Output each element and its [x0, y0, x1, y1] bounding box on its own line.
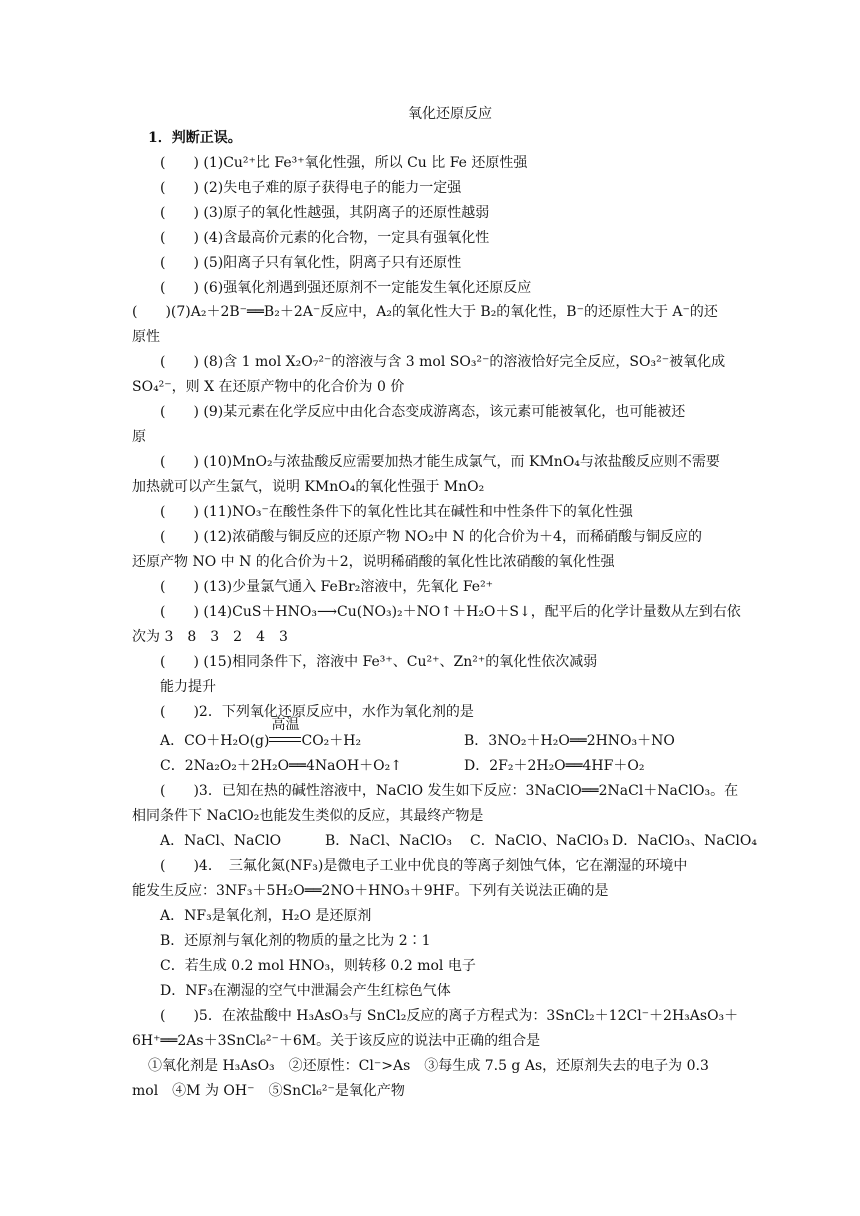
q1-item-15: ( ) (15)相同条件下，溶液中 Fe³⁺、Cu²⁺、Zn²⁺的氧化性依次减弱: [160, 654, 598, 670]
q2-stem: ( )2．下列氧化还原反应中，水作为氧化剂的是: [160, 704, 474, 720]
q2-option-a: [160, 717, 362, 751]
q3-stem-line2: 相同条件下 NaClO₂也能发生类似的反应，其最终产物是: [132, 808, 484, 824]
q4-stem-line2: 能发生反应：3NF₃＋5H₂O══2NO＋HNO₃＋9HF。下列有关说法正确的是: [132, 883, 609, 899]
q3-stem-line1: ( )3．已知在热的碱性溶液中，NaClO 发生如下反应：3NaClO══2NaCl＋NaClO₃。在: [160, 783, 739, 799]
q5-statements-line2: mol ④M 为 OH⁻ ⑤SnCl₆²⁻是氧化产物: [132, 1083, 405, 1099]
q1-item-11: ( ) (11)NO₃⁻在酸性条件下的氧化性比其在碱性和中性条件下的氧化性强: [160, 504, 633, 520]
q2-option-d: D．2F₂＋2H₂O══4HF＋O₂: [464, 758, 645, 774]
q1-item-1: ( ) (1)Cu²⁺比 Fe³⁺氧化性强，所以 Cu 比 Fe 还原性强: [160, 155, 528, 171]
q1-item-4: ( ) (4)含最高价元素的化合物，一定具有强氧化性: [160, 230, 490, 246]
q3-option-c: C．NaClO、NaClO₃: [470, 833, 609, 849]
q1-item-9: ( ) (9)某元素在化学反应中由化合态变成游离态，该元素可能被氧化，也可能被还: [160, 404, 686, 420]
q1-item-10-cont: 加热就可以产生氯气，说明 KMnO₄的氧化性强于 MnO₂: [132, 479, 485, 495]
question-1-heading: 1．判断正误。: [148, 130, 242, 146]
q1-item-8: ( ) (8)含 1 mol X₂O₇²⁻的溶液与含 3 mol SO₃²⁻的溶液恰好完全反应，SO₃²⁻被氧化成: [160, 354, 726, 370]
q4-option-b: B．还原剂与氧化剂的物质的量之比为 2∶1: [160, 933, 431, 949]
q1-item-7-cont: 原性: [132, 329, 160, 345]
q4-option-c: C．若生成 0.2 mol HNO₃，则转移 0.2 mol 电子: [160, 958, 476, 974]
reaction-condition-label: 高温: [271, 717, 300, 733]
q1-item-6: ( ) (6)强氧化剂遇到强还原剂不一定能发生氧化还原反应: [160, 280, 532, 296]
q4-stem-line1: ( )4． 三氟化氮(NF₃)是微电子工业中优良的等离子刻蚀气体，它在潮湿的环境中: [160, 858, 688, 874]
q2-option-c: C．2Na₂O₂＋2H₂O══4NaOH＋O₂↑: [160, 758, 402, 774]
q1-item-2: ( ) (2)失电子难的原子获得电子的能力一定强: [160, 180, 462, 196]
q1-item-12: ( ) (12)浓硝酸与铜反应的还原产物 NO₂中 N 的化合价为＋4，而稀硝酸与铜反应的: [160, 529, 702, 545]
page-title: 氧化还原反应: [408, 106, 492, 122]
q1-item-14-cont: 次为 3 8 3 2 4 3: [132, 629, 288, 645]
q5-stem-line1: ( )5．在浓盐酸中 H₃AsO₃与 SnCl₂反应的离子方程式为：3SnCl₂＋12Cl⁻＋2H₃AsO₃＋: [160, 1008, 739, 1024]
q3-option-a: A．NaCl、NaClO: [160, 833, 282, 849]
q5-statements-line1: ①氧化剂是 H₃AsO₃ ②还原性：Cl⁻>As ③每生成 7.5 g As，还原剂失去的电子为 0.3: [148, 1058, 709, 1074]
q3-option-d: D．NaClO₃、NaClO₄: [612, 833, 757, 849]
q2-option-a-products: CO₂＋H₂: [301, 733, 362, 749]
equals-double-line: [269, 737, 301, 742]
q3-option-b: B．NaCl、NaClO₃: [325, 833, 452, 849]
q4-option-d: D．NF₃在潮湿的空气中泄漏会产生红棕色气体: [160, 983, 451, 999]
q2-option-b: B．3NO₂＋H₂O══2HNO₃＋NO: [464, 733, 675, 749]
q1-item-13: ( ) (13)少量氯气通入 FeBr₂溶液中，先氧化 Fe²⁺: [160, 579, 494, 595]
reaction-condition-sign: [269, 717, 301, 751]
q5-stem-line2: 6H⁺══2As＋3SnCl₆²⁻＋6M。关于该反应的说法中正确的组合是: [132, 1033, 541, 1049]
q1-item-7: ( )(7)A₂＋2B⁻══B₂＋2A⁻反应中，A₂的氧化性大于 B₂的氧化性，B⁻的还原性大于 A⁻的还: [132, 304, 718, 320]
q4-option-a: A．NF₃是氧化剂，H₂O 是还原剂: [160, 908, 372, 924]
q2-option-a-reactants: A．CO＋H₂O(g): [160, 733, 270, 749]
section-label: 能力提升: [160, 679, 216, 695]
q1-item-8-cont: SO₄²⁻，则 X 在还原产物中的化合价为 0 价: [132, 379, 405, 395]
q1-item-12-cont: 还原产物 NO 中 N 的化合价为＋2，说明稀硝酸的氧化性比浓硝酸的氧化性强: [132, 554, 615, 570]
q1-item-5: ( ) (5)阳离子只有氧化性，阴离子只有还原性: [160, 255, 462, 271]
q1-item-10: ( ) (10)MnO₂与浓盐酸反应需要加热才能生成氯气，而 KMnO₄与浓盐酸反应则不需要: [160, 454, 720, 470]
q1-item-9-cont: 原: [132, 429, 146, 445]
q1-item-3: ( ) (3)原子的氧化性越强，其阴离子的还原性越弱: [160, 205, 490, 221]
q1-item-14: ( ) (14)CuS＋HNO₃⟶Cu(NO₃)₂＋NO↑＋H₂O＋S↓，配平后的化学计量数从左到右依: [160, 604, 741, 620]
